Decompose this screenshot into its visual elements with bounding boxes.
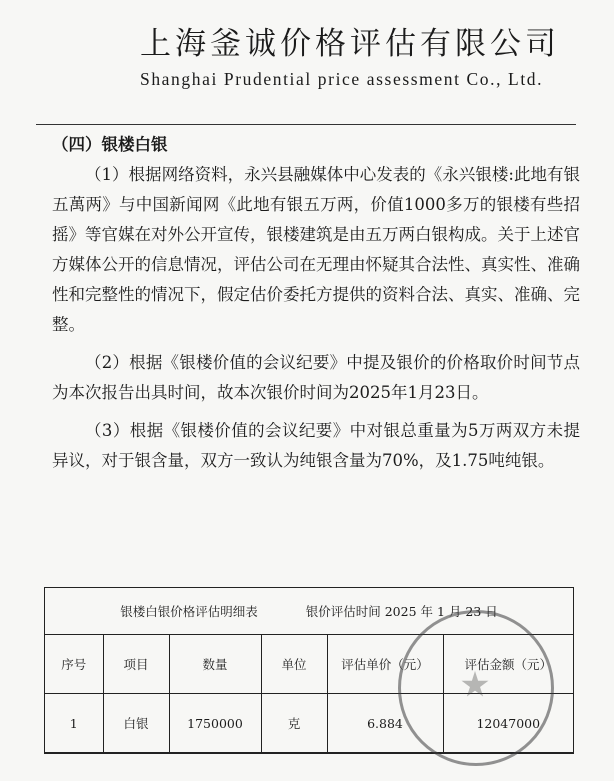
company-name-english: Shanghai Prudential price assessment Co., Ltd. — [140, 69, 544, 89]
table-header-row — [45, 635, 573, 694]
valuation-date: 银价评估时间 2025 年 1 月 23 日 — [305, 604, 498, 619]
cell-unit-price: 6.884 — [327, 694, 443, 753]
valuation-grid — [45, 635, 573, 753]
cell-amount: 12047000 — [443, 694, 573, 753]
header-amount: 评估金额（元） — [443, 635, 573, 694]
cell-item: 白银 — [103, 694, 169, 753]
cell-index: 1 — [45, 694, 103, 753]
valuation-table — [44, 587, 574, 754]
header-unit: 单位 — [261, 635, 327, 694]
company-name-chinese: 上海釜诚价格评估有限公司 — [140, 26, 560, 62]
header-item: 项目 — [103, 635, 169, 694]
table-row — [45, 694, 573, 753]
body-content — [52, 130, 580, 480]
letterhead — [140, 24, 580, 90]
header-index: 序号 — [45, 635, 103, 694]
cell-unit: 克 — [261, 694, 327, 753]
paragraph-1: （1）根据网络资料，永兴县融媒体中心发表的《永兴银楼:此地有银五萬两》与中国新闻网《此地有银五万两，价值1000多万的银楼有些招摇》等官媒在对外公开宣传，银楼建筑是由五万两白银构成。关于上述官方媒体公开的信息情况，评估公司在无理由怀疑其合法性、真实性、准确性和完整性的情况下，假定估价委托方提供的资料合法、真实、准确、完整。 — [52, 165, 580, 334]
section-title: （四）银楼白银 — [52, 135, 168, 154]
paragraph-2: （2）根据《银楼价值的会议纪要》中提及银价的价格取价时间节点为本次报告出具时间，故本次银价时间为2025年1月23日。 — [52, 353, 580, 402]
header-unit-price: 评估单价（元） — [327, 635, 443, 694]
paragraph-3: （3）根据《银楼价值的会议纪要》中对银总重量为5万两双方未提异议，对于银含量，双方一致认为纯银含量为70%，及1.75吨纯银。 — [52, 421, 580, 470]
cell-quantity: 1750000 — [169, 694, 261, 753]
table-caption — [45, 588, 573, 635]
header-divider — [36, 124, 576, 125]
table-title: 银楼白银价格评估明细表 — [120, 604, 258, 619]
header-quantity: 数量 — [169, 635, 261, 694]
